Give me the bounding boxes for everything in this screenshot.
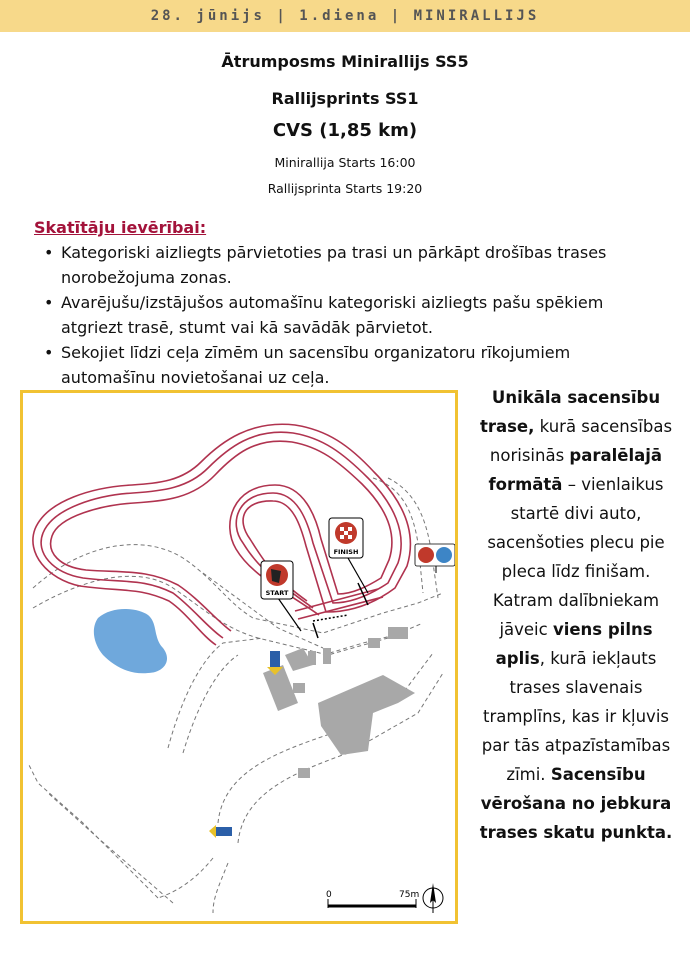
track-description: [476, 383, 676, 847]
sprint-start-time: Rallijsprinta Starts 19:20: [267, 181, 423, 196]
rule-item: • Kategoriski aizliegts pārvietoties pa trasi un pārkāpt drošības trases norobežojuma zonas.: [34, 240, 664, 290]
finish-label: FINISH: [333, 548, 359, 556]
spectator-rules-list: [34, 240, 664, 390]
lake: [94, 609, 167, 673]
track-map-drawing: [23, 393, 455, 921]
track-map: [20, 390, 458, 924]
description-bold-2: paralēlajā formātā: [488, 446, 663, 494]
description-bold-1: Unikāla sacensību trase,: [479, 388, 661, 436]
description-text-3: , kurā iekļauts trases slavenais tramplīns, kas ir kļuvis par tās atpazīstamības zīmi.: [481, 649, 671, 784]
minirally-start-time: Minirallija Starts 16:00: [274, 155, 416, 170]
spectator-notice-title: Skatītāju ievērībai:: [34, 218, 207, 237]
start-label: START: [265, 589, 289, 597]
north-arrow-icon: [423, 883, 443, 913]
scale-zero: 0: [326, 890, 332, 900]
top-banner: 28. jūnijs | 1.diena | MINIRALLIJS: [0, 0, 690, 32]
description-bold-4: Sacensību vērošana no jebkura trases skatu punkta.: [479, 765, 673, 842]
buildings: [263, 627, 415, 778]
stage-title: Ātrumposms Minirallijs SS5: [221, 52, 469, 71]
rule-item: • Avarējušu/izstājušos automašīnu kategoriski aizliegts pašu spēkiem atgriezt trasē, stumt vai kā savādāk pārvietot.: [34, 290, 664, 340]
sprint-title: Rallijsprints SS1: [271, 89, 419, 108]
scale-bar: [326, 890, 419, 908]
rule-item: • Sekojiet līdzi ceļa zīmēm un sacensību organizatoru rīkojumiem automašīnu novietošanai uz ceļa.: [34, 340, 664, 390]
venue-title: CVS (1,85 km): [272, 120, 418, 141]
description-text-1: kurā sacensības norisinās: [489, 417, 673, 465]
description-text-2: – vienlaikus startē divi auto, sacenšoties plecu pie pleca līdz finišam. Katram dalībniekam jāveic: [487, 475, 665, 639]
description-bold-3: viens pilns aplis: [495, 620, 653, 668]
scale-max: 75m: [399, 890, 420, 900]
stop-sign-marker: [415, 544, 455, 573]
